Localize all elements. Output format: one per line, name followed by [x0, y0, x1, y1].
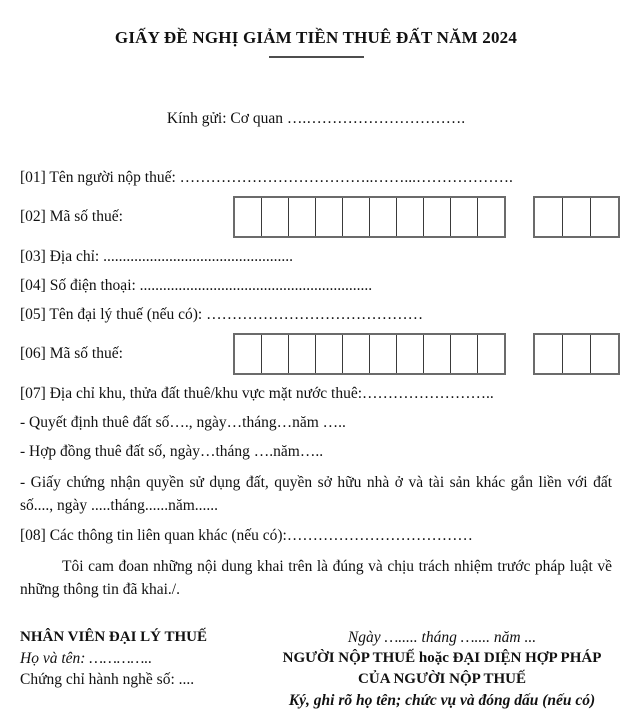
signature-right-block [272, 627, 612, 711]
tax-agent-certificate-line: Chứng chỉ hành nghề số: .... [20, 671, 195, 688]
tax-code-cell [261, 198, 288, 236]
tax-code-cell [315, 335, 342, 373]
field-06-label: [06] Mã số thuế: [20, 345, 123, 362]
tax-code-cell [450, 335, 477, 373]
commitment-paragraph: Tôi cam đoan những nội dung khai trên là đúng và chịu trách nhiệm trước pháp luật về những thông tin đã khai./. [20, 558, 612, 598]
tax-code-cell [235, 198, 261, 236]
field-07-land-plot-address: [07] Địa chỉ khu, thửa đất thuê/khu vực mặt nước thuê:…………………….. [20, 385, 494, 402]
tax-code-grid-06-suffix [533, 333, 620, 375]
tax-code-cell [423, 335, 450, 373]
tax-code-cell [261, 335, 288, 373]
tax-code-cell [423, 198, 450, 236]
tax-code-cell [342, 335, 369, 373]
tax-code-cell [315, 198, 342, 236]
tax-code-cell [369, 335, 396, 373]
field-05-tax-agent-name: [05] Tên đại lý thuế (nếu có): …………………………………… [20, 306, 424, 323]
tax-code-grid-02-suffix [533, 196, 620, 238]
signature-instruction-note: Ký, ghi rõ họ tên; chức vụ và đóng dấu (nếu có) [288, 692, 596, 709]
tax-code-cell [535, 198, 562, 236]
field-02-label: [02] Mã số thuế: [20, 208, 123, 225]
field-02-tax-code-row [20, 196, 612, 238]
tax-code-cell [396, 198, 423, 236]
tax-code-cell [288, 335, 315, 373]
title-divider [269, 56, 364, 58]
field-01-taxpayer-name: [01] Tên người nộp thuế: ………………………………..……...………………. [20, 169, 513, 186]
field-03-address: [03] Địa chỉ: ................................................. [20, 248, 293, 265]
document-title: GIẤY ĐỀ NGHỊ GIẢM TIỀN THUÊ ĐẤT NĂM 2024 [114, 28, 518, 47]
tax-code-cell [477, 198, 504, 236]
tax-code-cell [450, 198, 477, 236]
tax-code-cell [396, 335, 423, 373]
taxpayer-signature-title: NGƯỜI NỘP THUẾ hoặc ĐẠI DIỆN HỢP PHÁP CỦA NGƯỜI NỘP THUẾ [282, 650, 602, 687]
bullet-lease-contract: - Hợp đồng thuê đất số, ngày…tháng ….năm….. [20, 443, 324, 460]
tax-code-cell [369, 198, 396, 236]
bullet-lease-decision: - Quyết định thuê đất số…., ngày…tháng…năm ….. [20, 414, 346, 431]
tax-agent-staff-name-line: Họ và tên: ………….. [20, 650, 153, 667]
tax-code-cell [235, 335, 261, 373]
field-04-phone: [04] Số điện thoại: ............................................................ [20, 277, 373, 294]
signature-date-line: Ngày …..... tháng ….... năm ... [347, 629, 537, 646]
signature-left-block [20, 627, 272, 711]
field-08-other-info: [08] Các thông tin liên quan khác (nếu có):……………………………… [20, 527, 473, 544]
tax-code-cell [477, 335, 504, 373]
tax-code-cell [342, 198, 369, 236]
salutation-line: Kính gửi: Cơ quan ….…………………………. [166, 110, 466, 127]
tax-code-grid-06 [233, 333, 620, 375]
tax-code-cell [590, 335, 618, 373]
tax-code-grid-02 [233, 196, 620, 238]
bullet-land-certificate: - Giấy chứng nhận quyền sử dụng đất, quyền sở hữu nhà ở và tài sản khác gắn liền với đất số...., ngày .....tháng......năm...... [20, 474, 612, 514]
tax-code-cell [535, 335, 562, 373]
tax-code-grid-06-main [233, 333, 506, 375]
tax-code-cell [590, 198, 618, 236]
tax-code-cell [562, 335, 590, 373]
field-06-tax-code-row [20, 333, 612, 375]
tax-code-cell [562, 198, 590, 236]
tax-agent-staff-title: NHÂN VIÊN ĐẠI LÝ THUẾ [20, 629, 207, 645]
tax-code-cell [288, 198, 315, 236]
signature-section [20, 627, 612, 711]
tax-code-grid-02-main [233, 196, 506, 238]
